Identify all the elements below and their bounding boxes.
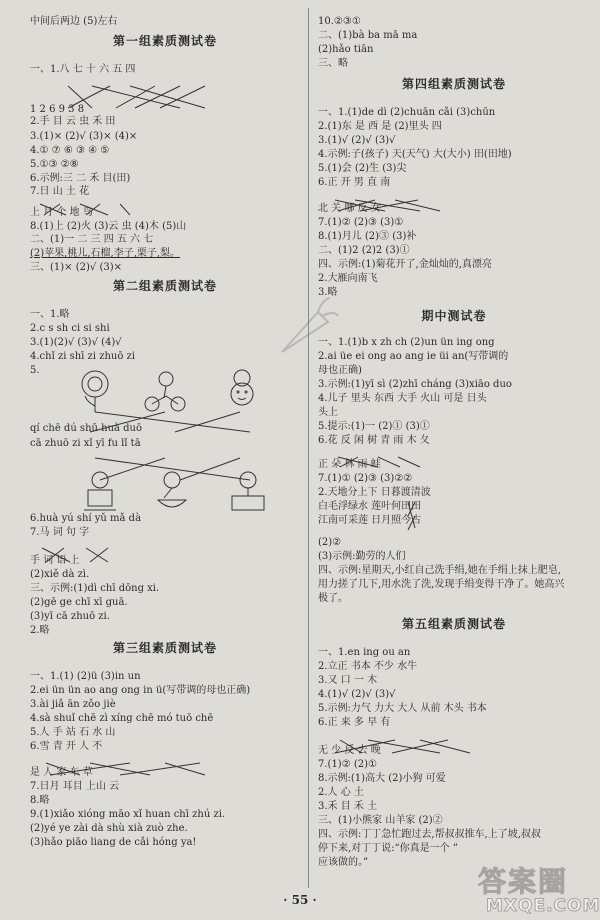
answer-line: (3)示例:勤劳的人们: [318, 551, 406, 562]
answer-line: (2)xiě dà zì.: [30, 569, 90, 580]
answer-line: cā zhuō zi xǐ yī fu lǐ tā: [30, 438, 141, 449]
column-divider: [308, 8, 309, 888]
answer-line: (2)yé ye zài dà shù xià zuò zhe.: [30, 823, 188, 834]
answer-line: 3.又 口 一 木: [318, 675, 378, 686]
answer-line: 二、(1)bà ba mā ma: [318, 30, 418, 41]
answer-line: 7.(1)② (2)③ (3)①: [318, 217, 404, 228]
watermark-url: MXQE.COM: [486, 896, 600, 916]
answer-line: 三、(1)小熊家 山羊家 (2)②: [318, 815, 443, 826]
match-line: [90, 763, 150, 775]
answer-line: (2)hǎo tiān: [318, 44, 374, 55]
match-line: [86, 548, 108, 562]
answer-line: 正 朵 林 雨 蛙: [318, 459, 381, 470]
answer-line: 三、示例:(1)dì chī dōng xi.: [30, 583, 160, 594]
answer-line: (3)hǎo piāo liang de cǎi hóng ya!: [30, 837, 197, 848]
answer-line: 手 词 语 上: [30, 555, 80, 566]
child-bike-illustration: [142, 370, 188, 412]
answer-line: 一、1.en ing ou an: [318, 647, 411, 658]
answer-line: 三、(1)× (2)√ (3)×: [30, 262, 122, 273]
answer-line: 5.: [30, 365, 40, 376]
answer-line: 2.ai üe ei ong ao ang ie üi an(写带调的: [318, 351, 509, 362]
answer-line: 用力搓了几下,用水洗了洗,发现手绢变得干净了。她高兴: [318, 579, 565, 590]
answer-line: 停下来,对丁丁说:“你真是一个 ”: [318, 843, 458, 854]
match-line: [90, 548, 108, 562]
section-heading: 第二组素质测试卷: [112, 279, 217, 293]
match-line: [398, 457, 420, 467]
answer-line: 无 少 反 去 晚: [318, 745, 381, 756]
match-line: [116, 86, 155, 108]
answer-line: 头上: [318, 407, 338, 418]
answer-line: 2.ei ün ün ao ang ong in ü(写带调的母也正确): [30, 685, 251, 696]
match-line: [120, 763, 200, 775]
answer-line: 2.手 目 云 虫 禾 田: [30, 116, 116, 127]
answer-line: 上 月 个 地 鸟: [30, 207, 93, 218]
answer-line: 一、1.(1)de dì (2)chuān cǎi (3)chūn: [318, 107, 496, 118]
answer-line: 极了。: [318, 593, 348, 604]
answer-line: 6.示例:三 二 禾 目(田): [30, 173, 131, 184]
answer-line: 2.天地分上下 日暮渡清波: [318, 487, 431, 498]
desk-illustration: [226, 470, 270, 516]
section-heading: 第五组素质测试卷: [401, 617, 506, 631]
answer-line: 3.(1)× (2)√ (3)× (4)×: [30, 131, 138, 142]
watermark-logo: [470, 860, 600, 918]
answer-line: 7.马 词 句 字: [30, 527, 90, 538]
match-line: [395, 200, 440, 211]
answer-line: 6.正 来 多 早 有: [318, 717, 391, 728]
answer-line: 7.日 山 土 花: [30, 186, 90, 197]
section-heading: 第一组素质测试卷: [112, 34, 217, 48]
answer-line: 母也正确): [318, 365, 362, 376]
answer-line: 一、1.(1) (2)ü (3)in un: [30, 671, 141, 682]
answer-line: 2.人 心 土: [318, 787, 364, 798]
answer-line: 四、示例:(1)菊花开了,金灿灿的,真漂亮: [318, 259, 492, 270]
answer-line: (2)②: [318, 537, 342, 548]
answer-line: 7.(1)① (2)③ (3)②②: [318, 473, 413, 484]
answer-line: 3.示例:(1)yī sì (2)zhī cháng (3)xiāo duo: [318, 379, 512, 390]
reading-illustration: [78, 470, 122, 516]
answer-line: 2.立正 书本 不少 水牛: [318, 661, 418, 672]
match-line: [392, 740, 448, 753]
answer-line: 3.禾 目 禾 土: [318, 801, 378, 812]
answer-line: 8.(1)月儿 (2)③ (3)补: [318, 231, 417, 242]
answer-line: 四、示例:星期天,小红自己洗手绢,她在手绢上抹上肥皂,: [318, 565, 561, 576]
answer-line: 三、略: [318, 58, 348, 69]
answer-line: 二、(1)2 (2)2 (3)①: [318, 245, 410, 256]
page-number: · 55 ·: [283, 893, 317, 907]
grandma-illustration: [222, 368, 262, 412]
section-heading: 第四组素质测试卷: [401, 77, 506, 91]
answer-line: 6.huà yú shí yǔ mǎ dà: [30, 513, 142, 524]
answer-line: 7.(1)② (2)①: [318, 759, 377, 770]
answer-line: 4.儿子 里头 东西 大手 火山 可是 日头: [318, 393, 487, 404]
match-line: [120, 204, 130, 215]
answer-line: 4.(1)√ (2)√ (3)√: [318, 689, 396, 700]
answer-line: 应该做的。”: [318, 857, 369, 868]
answer-line: 8.略: [30, 795, 50, 806]
answer-line: 5.(1)会 (2)生 (3)尖: [318, 163, 407, 174]
answer-line: (3)yī cā zhuō zi.: [30, 611, 110, 622]
answer-line: 8.示例:(1)高大 (2)小狗 可爱: [318, 773, 446, 784]
answer-line: 6.雪 青 开 人 不: [30, 741, 103, 752]
sunflower-illustration: [75, 368, 115, 412]
answer-line: 一、1.八 七 十 六 五 四: [30, 64, 136, 75]
answer-line: 4.sà shuǐ chē zì xíng chē mó tuō chē: [30, 713, 214, 724]
match-line: [130, 86, 205, 108]
answer-line: (2)gē ge chī xī guā.: [30, 597, 128, 608]
answer-line: 9.(1)xiǎo xióng māo xǐ huan chī zhú zi.: [30, 809, 226, 820]
answer-line: 2.c s sh ci si shi: [30, 323, 110, 334]
answer-line: 3.(1)(2)√ (3)√ (4)√: [30, 337, 122, 348]
match-line: [135, 86, 180, 108]
answer-line: 3.(1)√ (2)√ (3)√: [318, 135, 396, 146]
answer-line: 4.示例:子(孩子) 天(天气) 大(大小) 田(田地): [318, 149, 512, 160]
answer-line: 5.人 手 站 石 水 山: [30, 727, 116, 738]
washing-illustration: [150, 470, 194, 516]
answer-line: 江南可采莲 日月照今古: [318, 515, 422, 526]
match-line: [165, 763, 205, 775]
answer-line: 6.花 反 闲 树 青 雨 木 夂: [318, 435, 430, 446]
answer-line: 8.(1)上 (2)火 (3)云 虫 (4)木 (5)山: [30, 221, 187, 232]
answer-line: 四、示例:丁丁急忙跑过去,帮叔叔推车,上了坡,叔叔: [318, 829, 541, 840]
match-line: [420, 740, 470, 753]
answer-line: 5.示例:力气 力大 大人 从前 木头 书本: [318, 703, 487, 714]
answer-line: 6.正 开 男 直 南: [318, 177, 391, 188]
answer-line: 3.ài jiǎ ān zǒo jiè: [30, 699, 116, 710]
match-line: [92, 86, 180, 108]
watermark-title: 答案圈: [478, 865, 569, 898]
section-heading: 第三组素质测试卷: [112, 641, 217, 655]
answer-line: 一、1.略: [30, 309, 70, 320]
answer-line: 二、(1)一 二 三 四 五 六 七: [30, 234, 154, 245]
answer-line: 2.(1)东 是 西 是 (2)里头 四: [318, 121, 442, 132]
answer-line: 4.chǐ zi shī zi zhuō zi: [30, 351, 136, 362]
answer-line: 5.提示:(1)一 (2)① (3)①: [318, 421, 430, 432]
match-line: [378, 457, 400, 467]
answer-line: 3.略: [318, 287, 338, 298]
answer-line: 是 人 家 车 草: [30, 767, 93, 778]
answer-line: 一、1.(1)b x zh ch (2)un ün ing ong: [318, 337, 495, 348]
carrot-watermark: [272, 290, 344, 362]
answer-line: 1 2 6 9 3 8: [30, 104, 85, 115]
answer-line: 2.大雁向南飞: [318, 273, 378, 284]
answer-line: (2)苹果,桃儿,石榴,李子,栗子,梨。: [30, 248, 181, 259]
match-line: [160, 86, 205, 108]
answer-line: 2.略: [30, 625, 50, 636]
answer-line: 白毛浮绿水 莲叶何田田: [318, 501, 422, 512]
answer-line: 4.① ⑦ ⑥ ③ ④ ⑤: [30, 145, 110, 156]
answer-line: qí chē dú shū huà duō: [30, 423, 143, 434]
answer-line: 中间后两边 (5)左右: [30, 16, 118, 27]
answer-line: 10.②③①: [318, 16, 361, 27]
match-line: [175, 412, 240, 432]
answer-line: 7.日月 耳目 上山 云: [30, 781, 120, 792]
answer-line: 5.①③ ②⑧: [30, 159, 79, 170]
answer-line: 北 关 哪 反 女: [318, 203, 381, 214]
section-heading: 期中测试卷: [421, 309, 487, 323]
